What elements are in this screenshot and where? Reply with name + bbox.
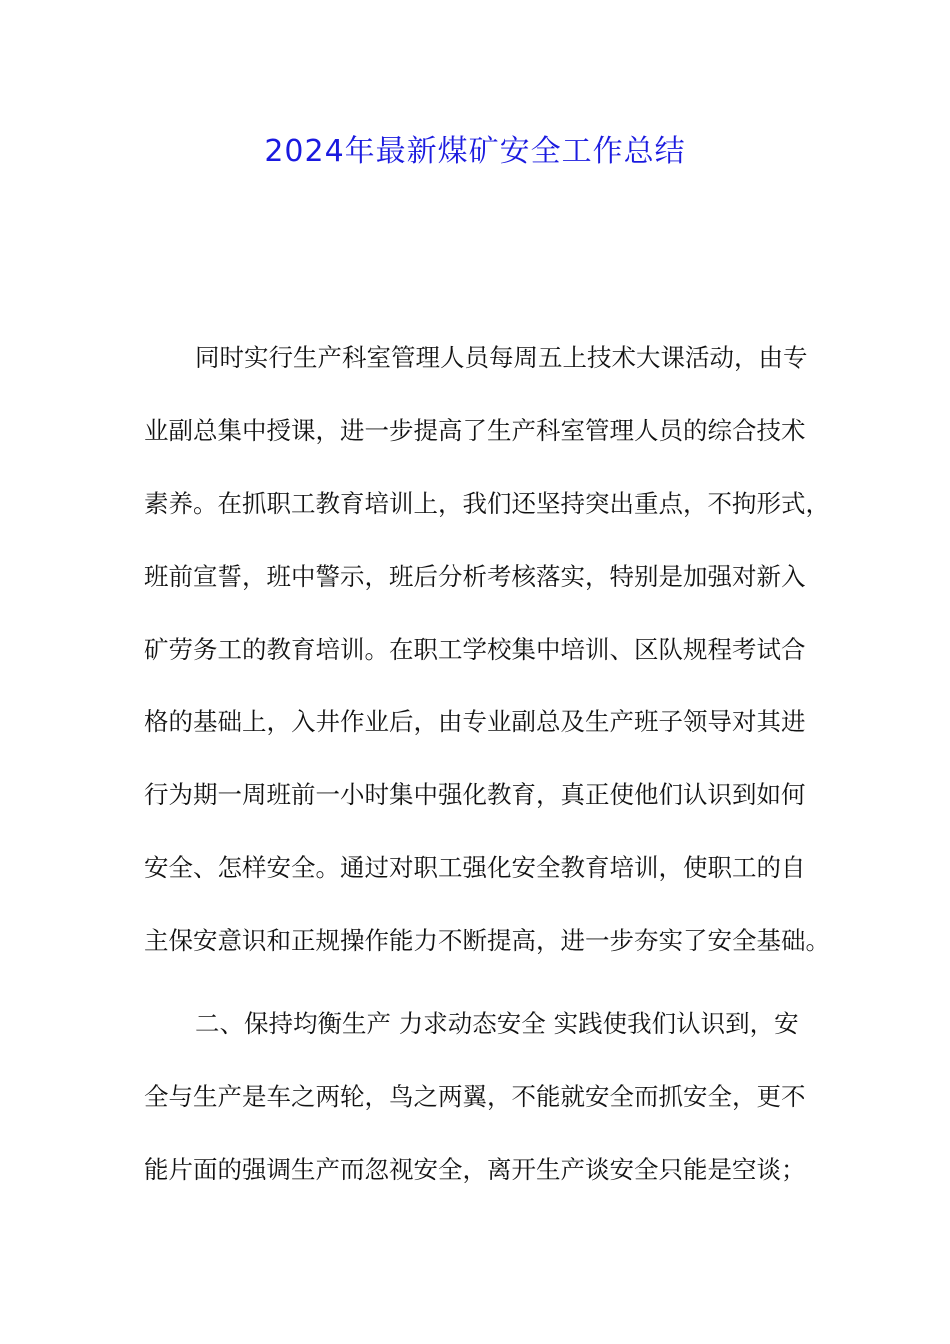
paragraph-1-line-5: 矿劳务工的教育培训。在职工学校集中培训、区队规程考试合 — [144, 635, 806, 664]
paragraph-2-line-3: 能片面的强调生产而忽视安全，离开生产谈安全只能是空谈； — [144, 1155, 806, 1184]
paragraph-1-line-4: 班前宣誓，班中警示，班后分析考核落实，特别是加强对新入 — [144, 562, 806, 591]
paragraph-1-line-3: 素养。在抓职工教育培训上，我们还坚持突出重点，不拘形式， — [144, 489, 830, 518]
paragraph-1-line-1: 同时实行生产科室管理人员每周五上技术大课活动，由专 — [195, 343, 808, 372]
paragraph-1-line-8: 安全、怎样安全。通过对职工强化安全教育培训，使职工的自 — [144, 853, 806, 882]
paragraph-1-line-9: 主保安意识和正规操作能力不断提高，进一步夯实了安全基础。 — [144, 926, 830, 955]
paragraph-1-line-6: 格的基础上，入井作业后，由专业副总及生产班子领导对其进 — [144, 707, 806, 736]
document-title: 2024年最新煤矿安全工作总结 — [264, 134, 686, 169]
paragraph-2-line-1: 二、保持均衡生产 力求动态安全 实践使我们认识到，安 — [195, 1009, 799, 1038]
paragraph-2-line-2: 全与生产是车之两轮，鸟之两翼，不能就安全而抓安全，更不 — [144, 1082, 806, 1111]
paragraph-1-line-7: 行为期一周班前一小时集中强化教育，真正使他们认识到如何 — [144, 780, 806, 809]
paragraph-1-line-2: 业副总集中授课，进一步提高了生产科室管理人员的综合技术 — [144, 416, 806, 445]
